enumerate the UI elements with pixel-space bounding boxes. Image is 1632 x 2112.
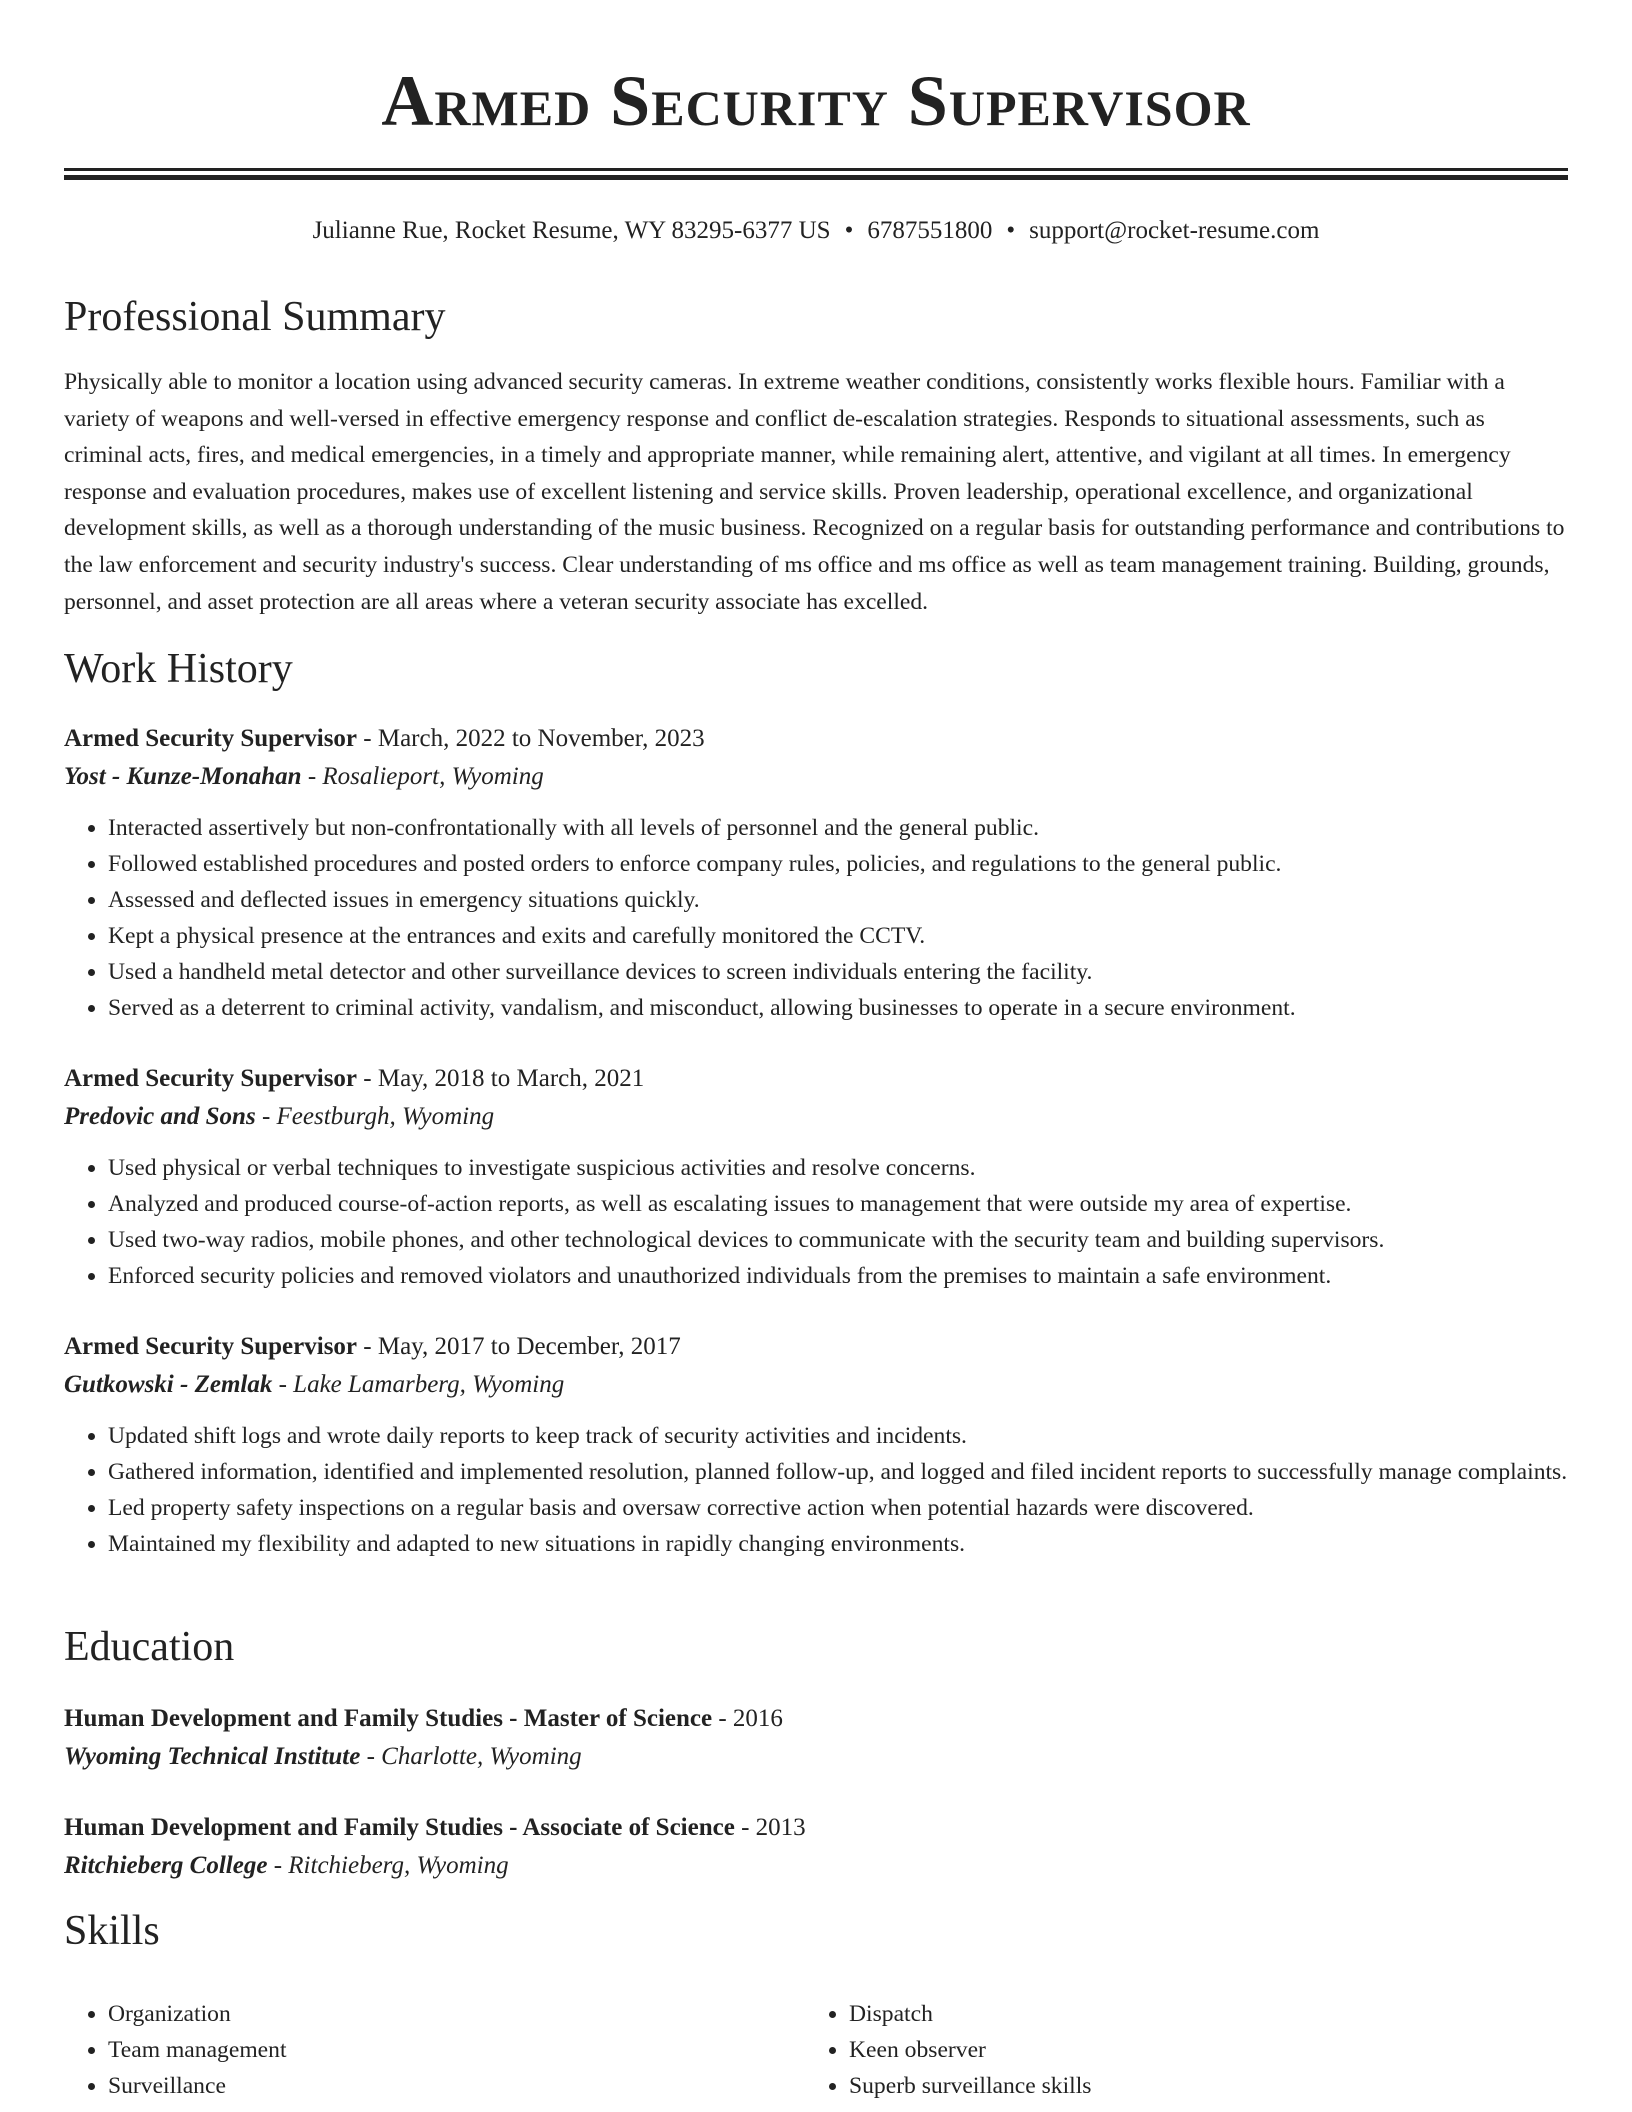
list-item: • Used two-way radios, mobile phones, and other technological devices to communicate with the security team and building supervisors. <box>108 1222 1568 1258</box>
school-name: Ritchieberg College <box>64 1852 268 1879</box>
list-item: • Interacted assertively but non-confrontationally with all levels of personnel and the general public. <box>108 810 1568 846</box>
list-item: • Dispatch <box>849 1996 1565 2032</box>
employer-name: Yost - Kunze-Monahan <box>64 763 302 790</box>
employer-line <box>64 758 1568 796</box>
education-entry <box>64 1700 1568 1776</box>
employer-line <box>64 1098 1568 1136</box>
title-divider-thin <box>64 168 1568 171</box>
job-bullets <box>64 1150 1568 1294</box>
job-title-line <box>64 720 1568 758</box>
resume-page <box>64 0 1568 2099</box>
job-entry <box>64 1328 1568 1562</box>
contact-phone: 6787551800 <box>867 217 993 244</box>
contact-separator: • <box>844 217 854 244</box>
job-bullets <box>64 1418 1568 1562</box>
employer-name: Predovic and Sons <box>64 1103 256 1130</box>
school-line <box>64 1738 1568 1776</box>
employer-location: - Feestburgh, Wyoming <box>255 1103 495 1130</box>
school-location: - Ritchieberg, Wyoming <box>267 1852 509 1879</box>
job-title: Armed Security Supervisor <box>64 725 358 752</box>
list-item: • Led property safety inspections on a regular basis and oversaw corrective action when potential hazards were discovered. <box>108 1490 1568 1526</box>
summary-heading: Professional Summary <box>64 294 446 340</box>
school-location: - Charlotte, Wyoming <box>360 1743 582 1770</box>
skills-column-right <box>805 1996 1565 2104</box>
list-item: • Assessed and deflected issues in emergency situations quickly. <box>108 882 1568 918</box>
skills-heading: Skills <box>64 1908 160 1954</box>
job-title: Armed Security Supervisor <box>64 1333 358 1360</box>
contact-line <box>64 214 1568 248</box>
list-item: • Used physical or verbal techniques to investigate suspicious activities and resolve concerns. <box>108 1150 1568 1186</box>
list-item: • Keen observer <box>849 2032 1565 2068</box>
list-item: • Superb surveillance skills <box>849 2068 1565 2104</box>
job-entry <box>64 1060 1568 1294</box>
degree-line <box>64 1700 1568 1738</box>
degree-name: Human Development and Family Studies - Master of Science <box>64 1705 713 1732</box>
degree-year: - 2016 <box>712 1705 783 1732</box>
list-item: • Served as a deterrent to criminal activity, vandalism, and misconduct, allowing businesses to operate in a secure environment. <box>108 990 1568 1026</box>
education-entry <box>64 1809 1568 1885</box>
job-bullets <box>64 810 1568 1026</box>
job-dates: - March, 2022 to November, 2023 <box>357 725 705 752</box>
contact-separator: • <box>1006 217 1016 244</box>
summary-text: Physically able to monitor a location using advanced security cameras. In extreme weather conditions, consistently works flexible hours. Familiar with a variety of weapons and well-versed in effective emergency response and conflict de-escalation strategies. Responds to situational assessments, such as criminal acts, fires, and medical emergencies, in a timely and appropriate manner, while remaining alert, attentive, and vigilant at all times. In emergency response and evaluation procedures, makes use of excellent listening and service skills. Proven leadership, operational excellence, and organizational development skills, as well as a thorough understanding of the music business. Recognized on a regular basis for outstanding performance and contributions to the law enforcement and security industry's success. Clear understanding of ms office and ms office as well as team management training. Building, grounds, personnel, and asset protection are all areas where a veteran security associate has excelled. <box>64 369 1565 615</box>
title-divider-thick <box>64 175 1568 180</box>
employer-name: Gutkowski - Zemlak <box>64 1371 273 1398</box>
school-line <box>64 1847 1568 1885</box>
work-history-heading: Work History <box>64 646 293 692</box>
list-item: • Analyzed and produced course-of-action reports, as well as escalating issues to management that were outside my area of expertise. <box>108 1186 1568 1222</box>
job-title-line <box>64 1060 1568 1098</box>
job-entry <box>64 720 1568 1026</box>
contact-email: support@rocket-resume.com <box>1029 217 1320 244</box>
list-item: • Kept a physical presence at the entrances and exits and carefully monitored the CCTV. <box>108 918 1568 954</box>
job-title-line <box>64 1328 1568 1366</box>
resume-title: Armed Security Supervisor <box>381 61 1251 141</box>
list-item: • Enforced security policies and removed violators and unauthorized individuals from the premises to maintain a safe environment. <box>108 1258 1568 1294</box>
list-item: • Updated shift logs and wrote daily reports to keep track of security activities and incidents. <box>108 1418 1568 1454</box>
contact-address: Julianne Rue, Rocket Resume, WY 83295-6377 US <box>312 217 831 244</box>
list-item: • Used a handheld metal detector and other surveillance devices to screen individuals entering the facility. <box>108 954 1568 990</box>
job-dates: - May, 2017 to December, 2017 <box>357 1333 681 1360</box>
job-title: Armed Security Supervisor <box>64 1065 358 1092</box>
employer-location: - Lake Lamarberg, Wyoming <box>272 1371 565 1398</box>
list-item: • Maintained my flexibility and adapted to new situations in rapidly changing environments. <box>108 1526 1568 1562</box>
list-item: • Organization <box>108 1996 794 2032</box>
skills-column-left <box>64 1996 794 2104</box>
job-dates: - May, 2018 to March, 2021 <box>357 1065 645 1092</box>
employer-line <box>64 1366 1568 1404</box>
list-item: • Surveillance <box>108 2068 794 2104</box>
school-name: Wyoming Technical Institute <box>64 1743 361 1770</box>
degree-name: Human Development and Family Studies - Associate of Science <box>64 1814 735 1841</box>
education-heading: Education <box>64 1624 235 1670</box>
employer-location: - Rosalieport, Wyoming <box>301 763 544 790</box>
degree-year: - 2013 <box>734 1814 806 1841</box>
degree-line <box>64 1809 1568 1847</box>
list-item: • Team management <box>108 2032 794 2068</box>
list-item: • Gathered information, identified and implemented resolution, planned follow-up, and logged and filed incident reports to successfully manage complaints. <box>108 1454 1568 1490</box>
list-item: • Followed established procedures and posted orders to enforce company rules, policies, and regulations to the general public. <box>108 846 1568 882</box>
